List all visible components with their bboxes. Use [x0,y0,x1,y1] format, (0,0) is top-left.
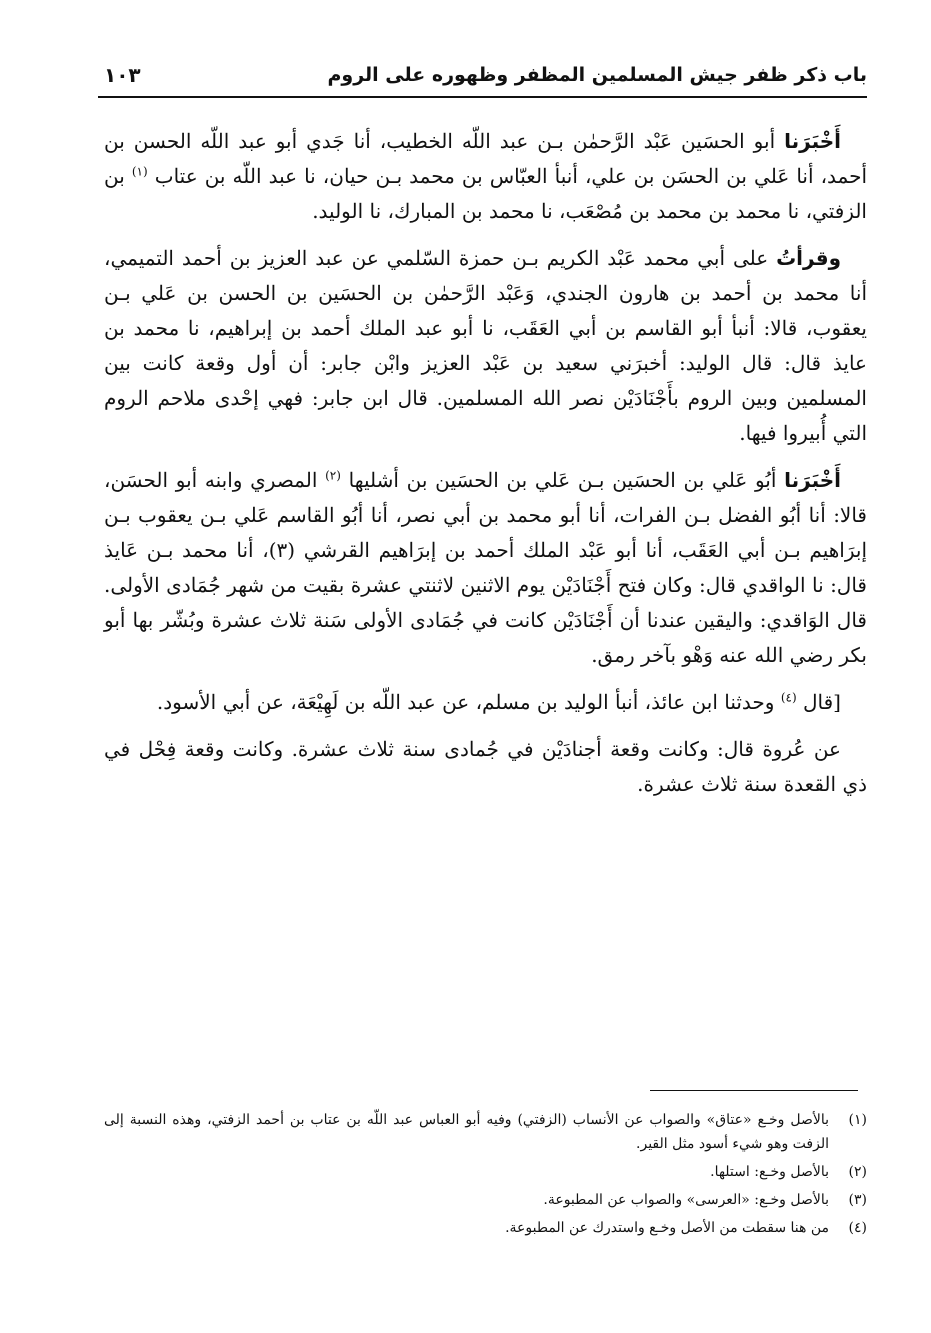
paragraph-text: [قال [803,690,841,714]
footnote-text: بالأصل وخـع «عتاق» والصواب عن الأنساب (الزفتي) وفيه أبو العباس عبد اللّه بن عتاب بن أحمد الزفتي، وهذه النسبة إلى الزفت وهو شيء أسود مثل القير. [104,1112,829,1152]
footnotes [104,1108,867,1244]
running-header-title: باب ذكر ظفر جيش المسلمين المظفر وظهوره على الروم [327,64,867,86]
footnote [104,1188,867,1212]
paragraph [104,732,867,802]
footnote-rule [650,1090,858,1091]
footnote [104,1160,867,1184]
footnote-number: (١) [848,1112,867,1128]
footnote [104,1108,867,1156]
main-text [104,124,867,814]
paragraph-lead: أَخْبَرَنا [784,468,842,492]
paragraph-text: عن عُروة قال: وكانت وقعة أجنادَيْن في جُمادى سنة ثلاث عشرة. وكانت وقعة فِحْل في ذي القعدة سنة ثلاث عشرة. [104,737,867,796]
footnote-ref: (٤) [780,690,797,705]
footnote [104,1216,867,1240]
paragraph-text-continued: وحدثنا ابن عائذ، أنبأ الوليد بن مسلم، عن عبد اللّه بن لَهِيْعَة، عن أبي الأسود. [156,690,775,714]
footnote-number: (٣) [848,1192,867,1208]
paragraph [104,685,867,720]
paragraph-text-continued: بن الزفتي، نا محمد بن محمد بن مُصْعَب، نا محمد بن المبارك، نا الوليد. [104,164,867,223]
footnote-text: بالأصل وخـع: استلها. [710,1164,829,1180]
paragraph-text: أبو الحسَين عَبْد الرَّحمٰن بـن عبد اللّه الخطيب، أنا جَدي أبو عبد اللّه الحسن بن أحمد، أنا عَلي بن الحسَن بن علي، أنبأ العبّاس بن محمد بـن حيان، نا عبد اللّه بن عتاب [104,129,868,188]
footnote-ref: (٢) [325,468,341,483]
paragraph-text-continued: المصري وابنه أبو الحسَن، قالا: أنا أبُو الفضل بـن الفرات، أنا أبو محمد بن أبي نصر، أنا أبُو القاسم عَلي بـن يعقوب بـن إبرَاهيم بـن أبي العَقَب، أنا أبو عَبْد الملك أحمد بن إبرَاهيم القرشي (٣)، أنا محمد بـن عَايذ قال: نا الواقدي قال: وكان فتح أَجْنَادَيْن يوم الاثنين لاثنتي عشرة بقيت من شهر جُمَادى الأولى. قال الوَاقدي: واليقين عندنا أن أَجْنَادَيْن كانت في جُمَادى الأولى سَنة ثلاث عشرة وبُشّر بها أبو بكر رضي الله عنه وَهْو بآخر رمق. [104,468,867,667]
page-number: ١٠٣ [104,63,141,87]
paragraph-text: على أبي محمد عَبْد الكريم بـن حمزة السّلمي عن عبد العزيز بن أحمد التميمي، أنا محمد بن أحمد بن هارون الجندي، وَعَبْد الرَّحمٰن بن الحسَين بن الحسن بن عَلي بـن يعقوب، قالا: أنبأ أبو القاسم بن أبي العَقَب، نا أبو عبد الملك أحمد بن إبراهيم، نا محمد بن عايذ قال: قال الوليد: أخبرَني سعيد بن عَبْد العزيز وابْن جابر: أن أول وقعة كانت بين المسلمين وبين الروم بأَجْنَادَيْن نصر الله المسلمين. قال ابن جابر: فهي إحْدى ملاحم الروم التي أُبيروا فيها. [104,246,867,445]
paragraph-lead: أَخْبَرَنا [784,129,842,153]
footnote-text: بالأصل وخـع: «العرسى» والصواب عن المطبوعة. [543,1192,829,1208]
paragraph-lead: وقرأتُ [776,246,841,270]
paragraph [104,124,867,229]
paragraph [104,463,867,673]
footnote-ref: (١) [131,164,148,179]
footnote-text: من هنا سقطت من الأصل وخـع واستدرك عن المطبوعة. [505,1220,829,1236]
paragraph-text: أبُو عَلي بن الحسَين بـن عَلي بن الحسَين بن أشليها [348,468,777,492]
footnote-number: (٢) [848,1164,867,1180]
paragraph [104,241,867,451]
header-rule [98,96,867,98]
footnote-number: (٤) [848,1220,867,1236]
